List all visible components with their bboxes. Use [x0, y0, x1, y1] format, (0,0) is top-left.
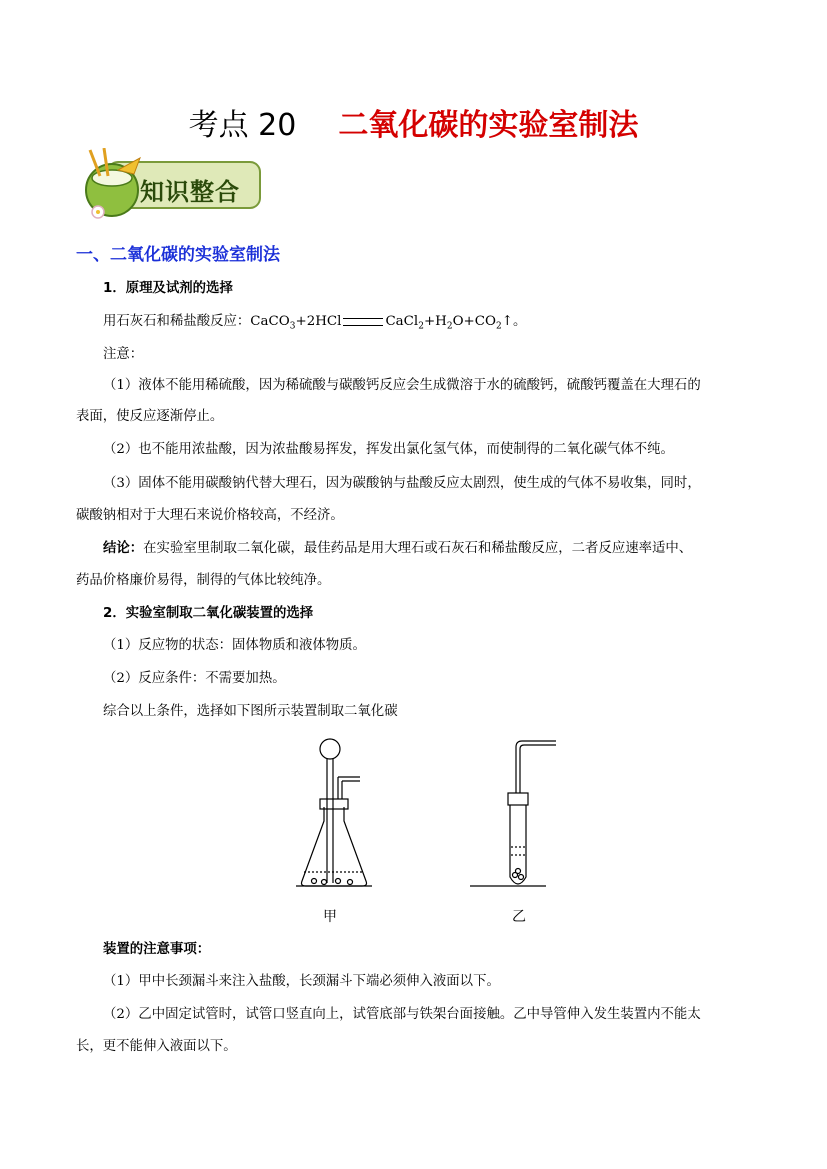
conclusion-a: 结论：在实验室里制取二氧化碳，最佳药品是用大理石或石灰石和稀盐酸反应，二者反应速率适中、: [103, 541, 693, 556]
subheading-principle: 1．原理及试剂的选择: [103, 281, 233, 296]
apparatus-item-2: （2）反应条件：不需要加热。: [103, 671, 286, 686]
note-2: （2）也不能用浓盐酸，因为浓盐酸易挥发，挥发出氯化氢气体，而使制得的二氧化碳气体不纯。: [103, 442, 674, 457]
apparatus-figure: [290, 735, 570, 895]
equals-sign-icon: [343, 318, 383, 326]
note-1b: 表面，使反应逐渐停止。: [76, 409, 224, 424]
test-tube-icon: [508, 741, 556, 884]
subheading-apparatus: 2．实验室制取二氧化碳装置的选择: [103, 606, 314, 621]
apparatus-item-1: （1）反应物的状态：固体物质和液体物质。: [103, 638, 366, 653]
subheading-precautions: 装置的注意事项：: [103, 942, 211, 957]
note-1a: （1）液体不能用稀硫酸，因为稀硫酸与碳酸钙反应会生成微溶于水的硫酸钙，硫酸钙覆盖在大理石的: [103, 378, 701, 393]
page-title: 考点 20 二氧化碳的实验室制法: [188, 108, 639, 143]
figure-label-b: 乙: [512, 909, 526, 925]
apparatus-summary: 综合以上条件，选择如下图所示装置制取二氧化碳: [103, 704, 398, 719]
precaution-2b: 长，更不能伸入液面以下。: [76, 1039, 237, 1054]
badge-label: 知识整合: [140, 178, 240, 206]
figure-label-a: 甲: [323, 909, 337, 925]
knowledge-badge: [78, 148, 264, 220]
note-3a: （3）固体不能用碳酸钠代替大理石，因为碳酸钠与盐酸反应太剧烈，使生成的气体不易收集，同时，: [103, 476, 701, 491]
conclusion-b: 药品价格廉价易得，制得的气体比较纯净。: [76, 573, 331, 588]
reaction-equation: 用石灰石和稀盐酸反应：CaCO$_3$+2HCl $CaCl_2+H_2O+CO_2↑$。: [103, 314, 527, 332]
conical-flask-icon: [302, 739, 367, 886]
note-3b: 碳酸钠相对于大理石来说价格较高，不经济。: [76, 508, 344, 523]
precaution-1: （1）甲中长颈漏斗来注入盐酸，长颈漏斗下端必须伸入液面以下。: [103, 974, 500, 989]
precaution-2a: （2）乙中固定试管时，试管口竖直向上，试管底部与铁架台面接触。乙中导管伸入发生装置内不能太: [103, 1007, 701, 1022]
section-heading: 一、二氧化碳的实验室制法: [76, 245, 280, 265]
note-label: 注意：: [103, 347, 144, 362]
